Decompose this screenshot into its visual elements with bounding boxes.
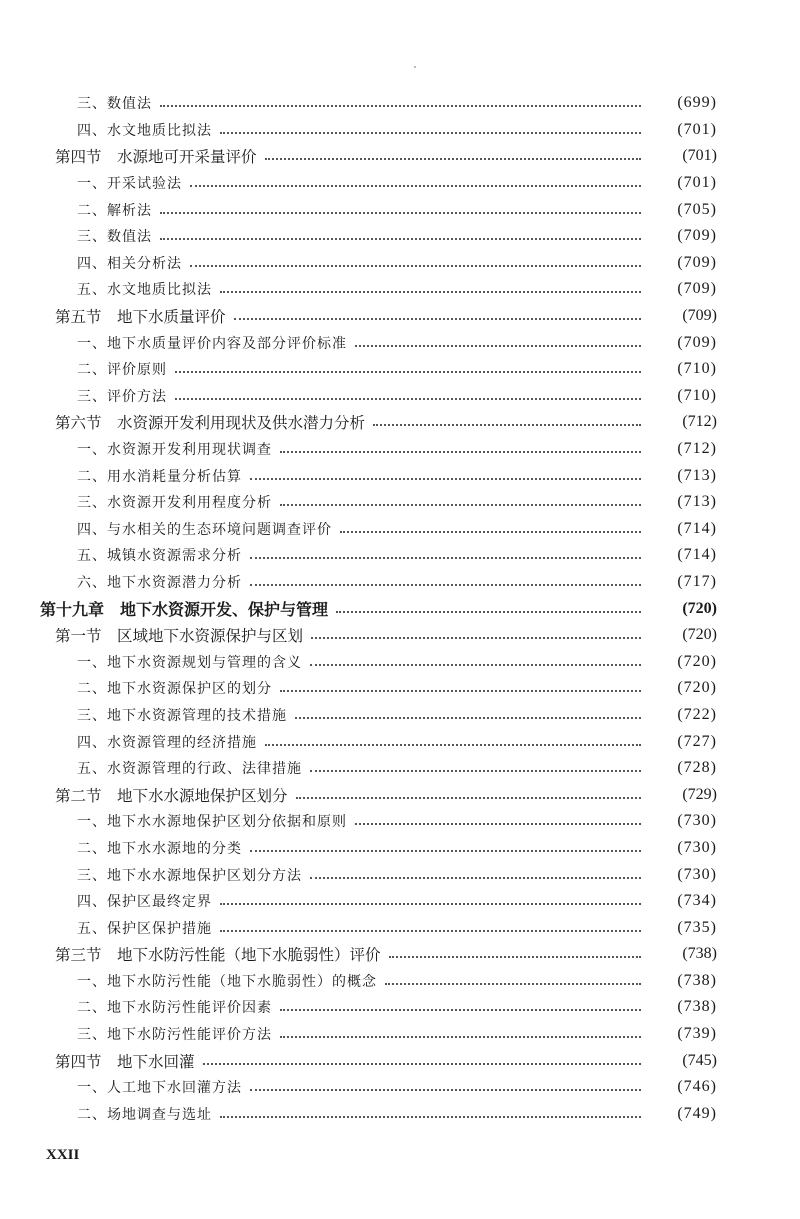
- dot-leader: [160, 105, 641, 107]
- table-of-contents: [0, 90, 800, 1127]
- toc-page-number: (710): [677, 386, 717, 404]
- dot-leader: [250, 557, 641, 559]
- toc-subsection: [0, 968, 800, 995]
- toc-page-number: (701): [677, 174, 717, 192]
- toc-subsection: [0, 648, 800, 675]
- dot-leader: [190, 185, 641, 187]
- toc-page-number: (712): [677, 440, 717, 458]
- toc-page-number: (749): [677, 1104, 717, 1122]
- toc-page-number: (714): [677, 546, 717, 564]
- toc-page-number: (720): [677, 679, 717, 697]
- dot-leader: [175, 398, 641, 400]
- toc-entry-title: 四、水文地质比拟法: [77, 122, 212, 139]
- toc-entry-title: 六、地下水资源潜力分析: [77, 574, 242, 591]
- toc-entry-title: 二、地下水资源保护区的划分: [77, 681, 272, 698]
- toc-entry-title: 第四节 地下水回灌: [55, 1052, 195, 1071]
- toc-section: [0, 781, 800, 808]
- toc-page-number: (714): [677, 519, 717, 537]
- toc-page-number: (709): [677, 280, 717, 298]
- dot-leader: [310, 770, 641, 772]
- toc-entry-title: 五、水文地质比拟法: [77, 282, 212, 299]
- toc-entry-title: 二、场地调查与选址: [77, 1106, 212, 1123]
- toc-entry-title: 五、水资源管理的行政、法律措施: [77, 761, 302, 778]
- dot-leader: [355, 823, 641, 825]
- toc-page-number: (710): [677, 360, 717, 378]
- dot-leader: [265, 744, 641, 746]
- toc-page-number: (722): [677, 705, 717, 723]
- toc-section: [0, 409, 800, 436]
- dot-leader: [250, 478, 641, 480]
- toc-page-number: (709): [677, 227, 717, 245]
- dot-leader: [310, 664, 641, 666]
- toc-subsection: [0, 755, 800, 782]
- toc-subsection: [0, 117, 800, 144]
- dot-leader: [250, 1089, 641, 1091]
- toc-chapter: [0, 595, 800, 622]
- toc-page-number: (730): [677, 838, 717, 856]
- toc-subsection: [0, 90, 800, 117]
- toc-subsection: [0, 436, 800, 463]
- toc-subsection: [0, 702, 800, 729]
- toc-page-number: (746): [677, 1078, 717, 1096]
- toc-entry-title: 一、地下水资源规划与管理的含义: [77, 654, 302, 671]
- toc-entry-title: 第四节 水源地可开采量评价: [55, 148, 257, 167]
- toc-subsection: [0, 1074, 800, 1101]
- toc-page-number: (717): [677, 572, 717, 590]
- toc-entry-title: 二、地下水防污性能评价因素: [77, 1000, 272, 1017]
- toc-subsection: [0, 569, 800, 596]
- dot-leader: [220, 903, 641, 905]
- toc-page-number: (738): [682, 945, 717, 963]
- dot-leader: [280, 1036, 641, 1038]
- toc-page-number: (730): [677, 812, 717, 830]
- toc-entry-title: 第六节 水资源开发利用现状及供水潜力分析: [55, 414, 366, 433]
- toc-page-number: (738): [677, 998, 717, 1016]
- toc-entry-title: 第三节 地下水防污性能（地下水脆弱性）评价: [55, 946, 381, 965]
- toc-section: [0, 622, 800, 649]
- toc-entry-title: 五、保护区保护措施: [77, 920, 212, 937]
- dot-leader: [220, 291, 641, 293]
- toc-page-number: (720): [682, 626, 717, 644]
- dot-leader: [250, 584, 641, 586]
- toc-entry-title: 四、保护区最终定界: [77, 894, 212, 911]
- toc-entry-title: 二、用水消耗量分析估算: [77, 468, 242, 485]
- toc-subsection: [0, 994, 800, 1021]
- toc-entry-title: 一、水资源开发利用现状调查: [77, 442, 272, 459]
- toc-page-number: (728): [677, 759, 717, 777]
- toc-entry-title: 三、地下水防污性能评价方法: [77, 1027, 272, 1044]
- toc-page-number: (734): [677, 892, 717, 910]
- toc-entry-title: 第五节 地下水质量评价: [55, 308, 226, 327]
- toc-subsection: [0, 728, 800, 755]
- dot-leader: [373, 424, 641, 426]
- dot-leader: [203, 1063, 641, 1065]
- page-folio: XXII: [46, 1147, 80, 1163]
- toc-page-number: (727): [677, 732, 717, 750]
- toc-page-number: (730): [677, 865, 717, 883]
- toc-subsection: [0, 861, 800, 888]
- toc-entry-title: 一、地下水质量评价内容及部分评价标准: [77, 335, 347, 352]
- toc-page-number: (745): [682, 1051, 717, 1069]
- toc-section: [0, 303, 800, 330]
- toc-subsection: [0, 489, 800, 516]
- toc-page-number: (738): [677, 971, 717, 989]
- toc-subsection: [0, 1101, 800, 1128]
- toc-subsection: [0, 462, 800, 489]
- toc-entry-title: 第二节 地下水水源地保护区划分: [55, 786, 288, 805]
- toc-page-number: (720): [682, 599, 717, 617]
- toc-page-number: (709): [677, 333, 717, 351]
- toc-subsection: [0, 250, 800, 277]
- dot-leader: [340, 531, 641, 533]
- dot-leader: [160, 212, 641, 214]
- toc-page-number: (709): [682, 307, 717, 325]
- toc-subsection: [0, 542, 800, 569]
- dot-leader: [220, 132, 641, 134]
- toc-entry-title: 三、地下水资源管理的技术措施: [77, 707, 287, 724]
- toc-page-number: (709): [677, 253, 717, 271]
- dot-leader: [265, 158, 641, 160]
- toc-subsection: [0, 835, 800, 862]
- toc-subsection: [0, 223, 800, 250]
- toc-page-number: (729): [682, 785, 717, 803]
- dot-leader: [220, 930, 641, 932]
- toc-entry-title: 一、地下水水源地保护区划分依据和原则: [77, 814, 347, 831]
- toc-entry-title: 第一节 区域地下水资源保护与区划: [55, 627, 304, 646]
- toc-entry-title: 三、水资源开发利用程度分析: [77, 495, 272, 512]
- toc-subsection: [0, 356, 800, 383]
- dot-leader: [296, 797, 641, 799]
- toc-entry-title: 二、评价原则: [77, 362, 167, 379]
- scan-speck: [414, 66, 416, 68]
- toc-entry-title: 一、人工地下水回灌方法: [77, 1080, 242, 1097]
- toc-subsection: [0, 170, 800, 197]
- toc-entry-title: 一、开采试验法: [77, 176, 182, 193]
- toc-page-number: (701): [682, 147, 717, 165]
- dot-leader: [336, 611, 641, 613]
- dot-leader: [160, 238, 641, 240]
- toc-subsection: [0, 675, 800, 702]
- dot-leader: [389, 956, 641, 958]
- toc-page-number: (713): [677, 466, 717, 484]
- toc-subsection: [0, 516, 800, 543]
- dot-leader: [234, 318, 641, 320]
- toc-page-number: (699): [677, 94, 717, 112]
- toc-subsection: [0, 808, 800, 835]
- dot-leader: [311, 637, 641, 639]
- dot-leader: [355, 345, 641, 347]
- dot-leader: [250, 850, 641, 852]
- toc-entry-title: 四、与水相关的生态环境问题调查评价: [77, 521, 332, 538]
- dot-leader: [280, 1009, 641, 1011]
- toc-subsection: [0, 196, 800, 223]
- toc-entry-title: 四、水资源管理的经济措施: [77, 734, 257, 751]
- toc-subsection: [0, 329, 800, 356]
- toc-subsection: [0, 276, 800, 303]
- toc-section: [0, 941, 800, 968]
- dot-leader: [280, 504, 641, 506]
- toc-section: [0, 143, 800, 170]
- toc-entry-title: 三、评价方法: [77, 388, 167, 405]
- toc-entry-title: 三、数值法: [77, 229, 152, 246]
- toc-page-number: (739): [677, 1025, 717, 1043]
- toc-page-number: (720): [677, 652, 717, 670]
- toc-subsection: [0, 914, 800, 941]
- dot-leader: [280, 690, 641, 692]
- toc-entry-title: 三、地下水水源地保护区划分方法: [77, 867, 302, 884]
- toc-entry-title: 第十九章 地下水资源开发、保护与管理: [40, 600, 329, 620]
- toc-entry-title: 二、地下水水源地的分类: [77, 840, 242, 857]
- toc-page-number: (701): [677, 120, 717, 138]
- toc-subsection: [0, 1021, 800, 1048]
- toc-entry-title: 三、数值法: [77, 96, 152, 113]
- toc-section: [0, 1047, 800, 1074]
- dot-leader: [280, 451, 641, 453]
- toc-subsection: [0, 383, 800, 410]
- toc-page-number: (705): [677, 200, 717, 218]
- toc-page-number: (713): [677, 493, 717, 511]
- dot-leader: [295, 717, 641, 719]
- dot-leader: [190, 265, 641, 267]
- dot-leader: [310, 877, 641, 879]
- toc-entry-title: 五、城镇水资源需求分析: [77, 548, 242, 565]
- toc-entry-title: 四、相关分析法: [77, 255, 182, 272]
- toc-page-number: (712): [682, 413, 717, 431]
- toc-entry-title: 二、解析法: [77, 202, 152, 219]
- toc-page-number: (735): [677, 918, 717, 936]
- dot-leader: [220, 1116, 641, 1118]
- dot-leader: [175, 371, 641, 373]
- toc-entry-title: 一、地下水防污性能（地下水脆弱性）的概念: [77, 973, 377, 990]
- toc-subsection: [0, 888, 800, 915]
- dot-leader: [385, 983, 641, 985]
